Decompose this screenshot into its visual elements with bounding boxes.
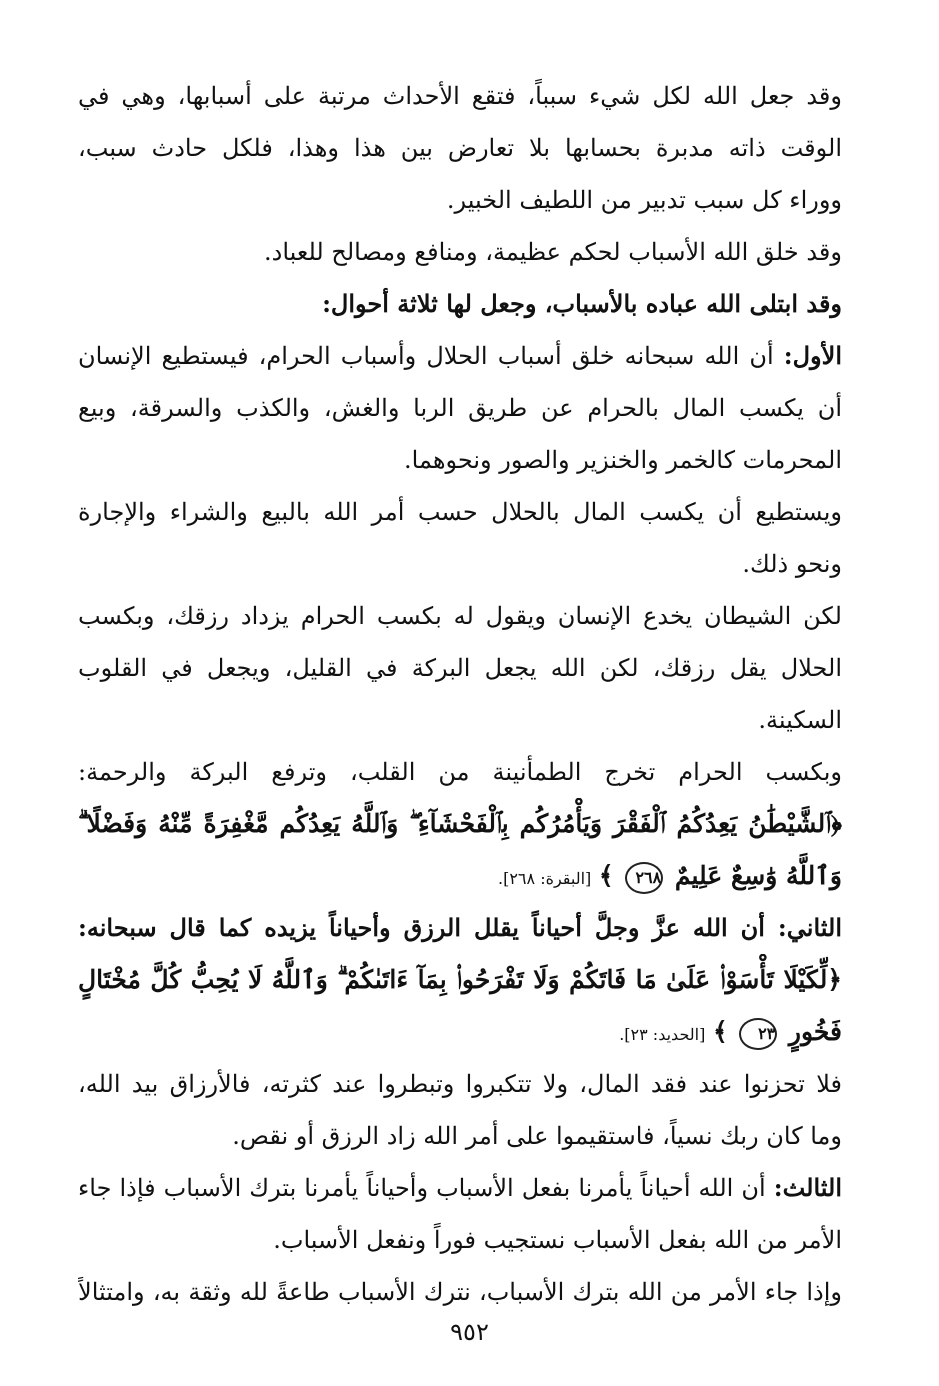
text-line-1: وقد جعل الله لكل شيء سبباً، فتقع الأحداث مرتبة على أسبابها، وهي في	[78, 82, 842, 110]
closing-bracket: ﴾	[712, 1017, 728, 1046]
third-state-label: الثالث:	[773, 1173, 842, 1202]
text-line-12: الحلال يقل رزقك، لكن الله يجعل البركة في القليل، ويجعل في القلوب	[78, 654, 842, 682]
quran-citation: [البقرة: ٢٦٨].	[498, 869, 592, 888]
quran-verse-line-1: ﴿ٱلشَّيْطَٰنُ يَعِدُكُمُ ٱلْفَقْرَ وَيَأْمُرُكُم بِٱلْفَحْشَآءِ ۖ وَٱللَّهُ يَعِدُكُم مَّغْفِرَةً مِّنْهُ وَفَضْلًا ۗ	[78, 809, 842, 838]
section-heading-states: وقد ابتلى الله عباده بالأسباب، وجعل لها ثلاثة أحوال:	[322, 289, 842, 318]
text-line-23: الأمر من الله بفعل الأسباب نستجيب فوراً ونفعل الأسباب.	[273, 1226, 842, 1254]
text-line-10: ونحو ذلك.	[742, 550, 842, 578]
text-line-8: المحرمات كالخمر والخنزير والصور ونحوهما.	[404, 446, 842, 474]
quran-citation: [الحديد: ٢٣].	[619, 1025, 706, 1044]
text-line-9: ويستطيع أن يكسب المال بالحلال حسب أمر الله بالبيع والشراء والإجارة	[78, 498, 842, 526]
closing-bracket: ﴾	[598, 861, 614, 890]
second-state-line: الثاني: أن الله عزَّ وجلَّ أحياناً يقلل الرزق وأحياناً يزيده كما قال سبحانه:	[78, 913, 842, 942]
second-state-label: الثاني:	[777, 913, 842, 942]
text-line-4: وقد خلق الله الأسباب لحكم عظيمة، ومنافع ومصالح للعباد.	[264, 238, 842, 266]
text-line-24: وإذا جاء الأمر من الله بترك الأسباب، نترك الأسباب طاعةً لله وثقة به، وامتثالاً	[78, 1278, 842, 1306]
text-line-11: لكن الشيطان يخدع الإنسان ويقول له بكسب الحرام يزداد رزقك، وبكسب	[78, 602, 842, 630]
ayah-number-marker: ٢٣	[739, 1018, 777, 1050]
text-line-13: السكينة.	[758, 706, 842, 734]
book-page	[78, 70, 842, 1306]
first-state-line: الأول: أن الله سبحانه خلق أسباب الحلال وأسباب الحرام، فيستطيع الإنسان	[78, 341, 842, 370]
text-line-14: وبكسب الحرام تخرج الطمأنينة من القلب، وترفع البركة والرحمة:	[78, 758, 842, 786]
page-number: ٩٥٢	[450, 1318, 489, 1346]
ayah-number-marker: ٢٦٨	[625, 862, 663, 894]
third-state-line: الثالث: أن الله أحياناً يأمرنا بفعل الأسباب وأحياناً يأمرنا بترك الأسباب فإذا جاء	[78, 1173, 842, 1202]
text-line-3: ووراء كل سبب تدبير من اللطيف الخبير.	[446, 186, 842, 214]
text-line-20: فلا تحزنوا عند فقد المال، ولا تتكبروا وتبطروا عند كثرته، فالأرزاق بيد الله،	[78, 1070, 842, 1098]
quran-verse-line-2: وَٱللَّهُ وَٰسِعٌ عَلِيمٌ ٢٦٨ ﴾ [البقرة: ٢٦٨].	[78, 850, 842, 902]
text-line-21: وما كان ربك نسياً، فاستقيموا على أمر الله زاد الرزق أو نقص.	[232, 1122, 842, 1150]
quran-verse-line-3: ﴿لِّكَيْلَا تَأْسَوْا۟ عَلَىٰ مَا فَاتَكُمْ وَلَا تَفْرَحُوا۟ بِمَآ ءَاتَىٰكُمْ ۗ وَٱللَّهُ لَا يُحِبُّ كُلَّ مُخْتَالٍ	[78, 965, 842, 994]
quran-verse-line-4: فَخُورٍ ٢٣ ﴾ [الحديد: ٢٣].	[78, 1006, 842, 1058]
text-line-2: الوقت ذاته مدبرة بحسابها بلا تعارض بين هذا وهذا، فلكل حادث سبب،	[78, 134, 842, 162]
text-line-7: أن يكسب المال بالحرام عن طريق الربا والغش، والكذب والسرقة، وبيع	[78, 394, 842, 422]
first-state-label: الأول:	[783, 341, 842, 370]
